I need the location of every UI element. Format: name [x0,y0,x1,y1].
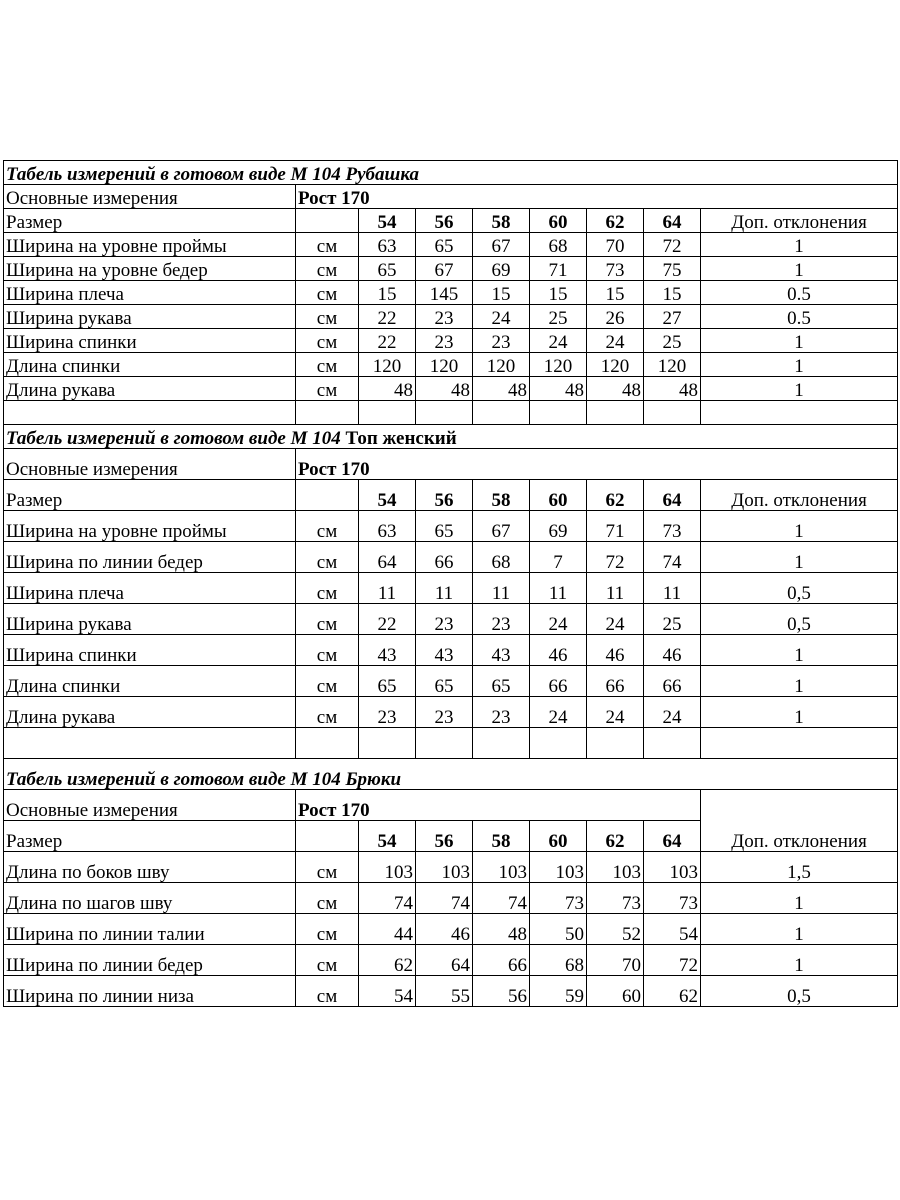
row-value: 43 [473,635,530,666]
row-value: 71 [587,511,644,542]
row-tolerance: 1 [701,377,898,401]
row-tolerance: 1 [701,511,898,542]
table-row [4,573,898,604]
row-value: 145 [416,281,473,305]
top-title-plain: Топ женский [345,428,457,449]
row-value: 46 [530,635,587,666]
row-value: 15 [644,281,701,305]
pants-basic-label: Основные измерения [4,790,296,821]
row-value: 73 [587,883,644,914]
row-value: 24 [530,329,587,353]
row-tolerance: 1 [701,542,898,573]
row-label: Ширина по линии бедер [4,945,296,976]
row-tolerance: 0.5 [701,281,898,305]
row-value: 23 [416,604,473,635]
row-unit: см [296,666,359,697]
row-label: Длина спинки [4,353,296,377]
table-row [4,542,898,573]
row-value: 15 [473,281,530,305]
spacer-row [4,728,898,759]
row-value: 66 [416,542,473,573]
row-label: Ширина спинки [4,329,296,353]
row-value: 68 [473,542,530,573]
row-value: 48 [416,377,473,401]
row-unit: см [296,697,359,728]
row-value: 56 [473,976,530,1007]
top-table-title [4,425,898,449]
row-value: 74 [416,883,473,914]
spacer-row [4,401,898,425]
row-value: 25 [644,329,701,353]
top-size-58: 58 [473,480,530,511]
row-value: 48 [473,377,530,401]
table-row [4,604,898,635]
row-unit: см [296,914,359,945]
row-tolerance: 0,5 [701,604,898,635]
row-value: 46 [587,635,644,666]
row-tolerance: 0.5 [701,305,898,329]
table-row [4,353,898,377]
row-value: 25 [644,604,701,635]
row-label: Ширина на уровне проймы [4,511,296,542]
row-value: 67 [416,257,473,281]
row-label: Ширина по линии низа [4,976,296,1007]
row-value: 11 [530,573,587,604]
shirt-unit-header [296,209,359,233]
row-value: 27 [644,305,701,329]
row-value: 103 [644,852,701,883]
row-value: 23 [416,305,473,329]
row-unit: см [296,852,359,883]
pants-height-label: Рост 170 [296,790,701,821]
row-value: 69 [530,511,587,542]
row-value: 103 [530,852,587,883]
row-value: 62 [644,976,701,1007]
row-value: 103 [473,852,530,883]
row-value: 120 [530,353,587,377]
row-unit: см [296,329,359,353]
row-unit: см [296,573,359,604]
row-value: 73 [587,257,644,281]
row-value: 48 [587,377,644,401]
top-unit-header [296,480,359,511]
row-value: 43 [359,635,416,666]
table-row [4,697,898,728]
row-value: 15 [530,281,587,305]
row-value: 72 [644,233,701,257]
row-value: 48 [644,377,701,401]
row-value: 103 [416,852,473,883]
row-value: 65 [416,511,473,542]
row-value: 103 [359,852,416,883]
table-row [4,511,898,542]
top-size-56: 56 [416,480,473,511]
row-tolerance: 1 [701,329,898,353]
row-label: Ширина рукава [4,604,296,635]
shirt-size-56: 56 [416,209,473,233]
row-label: Ширина плеча [4,281,296,305]
row-value: 15 [587,281,644,305]
row-value: 65 [416,233,473,257]
shirt-basic-label: Основные измерения [4,185,296,209]
shirt-size-60: 60 [530,209,587,233]
row-value: 70 [587,233,644,257]
row-value: 7 [530,542,587,573]
row-unit: см [296,353,359,377]
row-tolerance: 1 [701,233,898,257]
row-value: 72 [587,542,644,573]
row-value: 24 [530,697,587,728]
row-value: 54 [359,976,416,1007]
row-value: 50 [530,914,587,945]
row-unit: см [296,976,359,1007]
row-value: 72 [644,945,701,976]
row-value: 26 [587,305,644,329]
row-value: 23 [473,604,530,635]
table-row [4,666,898,697]
row-value: 67 [473,511,530,542]
measurement-grid [3,160,898,1007]
row-unit: см [296,511,359,542]
row-unit: см [296,945,359,976]
row-value: 74 [644,542,701,573]
pants-title-row [4,759,898,790]
row-value: 65 [416,666,473,697]
row-unit: см [296,281,359,305]
row-value: 66 [587,666,644,697]
row-value: 63 [359,511,416,542]
pants-size-54: 54 [359,821,416,852]
pants-size-58: 58 [473,821,530,852]
row-value: 75 [644,257,701,281]
row-value: 64 [416,945,473,976]
row-unit: см [296,883,359,914]
row-value: 60 [587,976,644,1007]
table-row [4,257,898,281]
measurement-sheet [3,160,897,1007]
row-label: Ширина по линии талии [4,914,296,945]
row-value: 48 [473,914,530,945]
row-value: 68 [530,233,587,257]
row-value: 44 [359,914,416,945]
row-value: 65 [359,666,416,697]
row-unit: см [296,377,359,401]
table-row [4,852,898,883]
row-value: 74 [473,883,530,914]
row-value: 73 [644,883,701,914]
row-value: 68 [530,945,587,976]
row-value: 11 [644,573,701,604]
row-value: 24 [644,697,701,728]
row-value: 66 [530,666,587,697]
top-basic-row [4,449,898,480]
pants-tolerance-header: Доп. отклонения [701,790,898,852]
pants-size-64: 64 [644,821,701,852]
row-value: 43 [416,635,473,666]
shirt-size-64: 64 [644,209,701,233]
pants-size-label: Размер [4,821,296,852]
shirt-size-header-row [4,209,898,233]
row-value: 120 [416,353,473,377]
table-row [4,635,898,666]
row-value: 74 [359,883,416,914]
row-value: 22 [359,305,416,329]
row-unit: см [296,542,359,573]
row-label: Ширина спинки [4,635,296,666]
row-tolerance: 1 [701,945,898,976]
shirt-tolerance-header: Доп. отклонения [701,209,898,233]
top-title-row [4,425,898,449]
row-tolerance: 1,5 [701,852,898,883]
row-label: Длина по боков шву [4,852,296,883]
table-row [4,914,898,945]
row-value: 46 [644,635,701,666]
row-label: Ширина на уровне бедер [4,257,296,281]
row-value: 73 [644,511,701,542]
row-unit: см [296,604,359,635]
table-row [4,377,898,401]
row-tolerance: 1 [701,666,898,697]
row-value: 65 [473,666,530,697]
row-value: 23 [359,697,416,728]
row-label: Длина рукава [4,697,296,728]
shirt-table-title: Табель измерений в готовом виде М 104 Рубашка [4,161,898,185]
top-height-label: Рост 170 [296,449,898,480]
row-value: 11 [587,573,644,604]
row-value: 23 [473,697,530,728]
row-value: 66 [473,945,530,976]
row-value: 120 [473,353,530,377]
row-value: 71 [530,257,587,281]
table-row [4,329,898,353]
row-label: Длина спинки [4,666,296,697]
row-value: 22 [359,329,416,353]
row-tolerance: 1 [701,353,898,377]
shirt-height-label: Рост 170 [296,185,898,209]
row-value: 65 [359,257,416,281]
top-size-60: 60 [530,480,587,511]
shirt-size-label: Размер [4,209,296,233]
row-value: 67 [473,233,530,257]
row-value: 120 [587,353,644,377]
row-value: 11 [473,573,530,604]
row-tolerance: 1 [701,635,898,666]
row-value: 23 [416,697,473,728]
row-label: Ширина на уровне проймы [4,233,296,257]
row-unit: см [296,305,359,329]
pants-basic-row [4,790,898,821]
row-tolerance: 1 [701,914,898,945]
table-row [4,883,898,914]
row-value: 70 [587,945,644,976]
shirt-size-54: 54 [359,209,416,233]
row-value: 24 [587,604,644,635]
row-value: 24 [530,604,587,635]
table-row [4,281,898,305]
row-value: 46 [416,914,473,945]
row-tolerance: 0,5 [701,573,898,604]
row-tolerance: 1 [701,697,898,728]
row-unit: см [296,233,359,257]
row-value: 23 [473,329,530,353]
row-value: 15 [359,281,416,305]
row-value: 25 [530,305,587,329]
row-value: 73 [530,883,587,914]
row-value: 11 [359,573,416,604]
row-value: 24 [587,697,644,728]
shirt-title-row [4,161,898,185]
row-value: 52 [587,914,644,945]
top-size-62: 62 [587,480,644,511]
row-value: 24 [587,329,644,353]
row-label: Ширина плеча [4,573,296,604]
row-tolerance: 0,5 [701,976,898,1007]
row-label: Длина по шагов шву [4,883,296,914]
table-row [4,233,898,257]
row-value: 59 [530,976,587,1007]
row-value: 55 [416,976,473,1007]
row-value: 120 [644,353,701,377]
top-size-54: 54 [359,480,416,511]
row-label: Длина рукава [4,377,296,401]
table-row [4,945,898,976]
top-tolerance-header: Доп. отклонения [701,480,898,511]
row-value: 22 [359,604,416,635]
shirt-size-58: 58 [473,209,530,233]
top-title-italic: Табель измерений в готовом виде М 104 [6,428,341,449]
row-value: 66 [644,666,701,697]
row-value: 24 [473,305,530,329]
row-value: 64 [359,542,416,573]
row-value: 103 [587,852,644,883]
row-tolerance: 1 [701,883,898,914]
row-value: 48 [530,377,587,401]
pants-table-title: Табель измерений в готовом виде М 104 Брюки [4,759,898,790]
shirt-basic-row [4,185,898,209]
top-size-header-row [4,480,898,511]
row-value: 54 [644,914,701,945]
row-unit: см [296,257,359,281]
table-row [4,976,898,1007]
row-value: 63 [359,233,416,257]
row-value: 48 [359,377,416,401]
row-unit: см [296,635,359,666]
row-tolerance: 1 [701,257,898,281]
table-row [4,305,898,329]
top-basic-label: Основные измерения [4,449,296,480]
row-label: Ширина по линии бедер [4,542,296,573]
row-value: 23 [416,329,473,353]
row-value: 120 [359,353,416,377]
top-size-label: Размер [4,480,296,511]
pants-size-56: 56 [416,821,473,852]
row-value: 11 [416,573,473,604]
row-value: 62 [359,945,416,976]
pants-unit-header [296,821,359,852]
row-value: 69 [473,257,530,281]
shirt-size-62: 62 [587,209,644,233]
pants-size-60: 60 [530,821,587,852]
pants-size-62: 62 [587,821,644,852]
row-label: Ширина рукава [4,305,296,329]
top-size-64: 64 [644,480,701,511]
